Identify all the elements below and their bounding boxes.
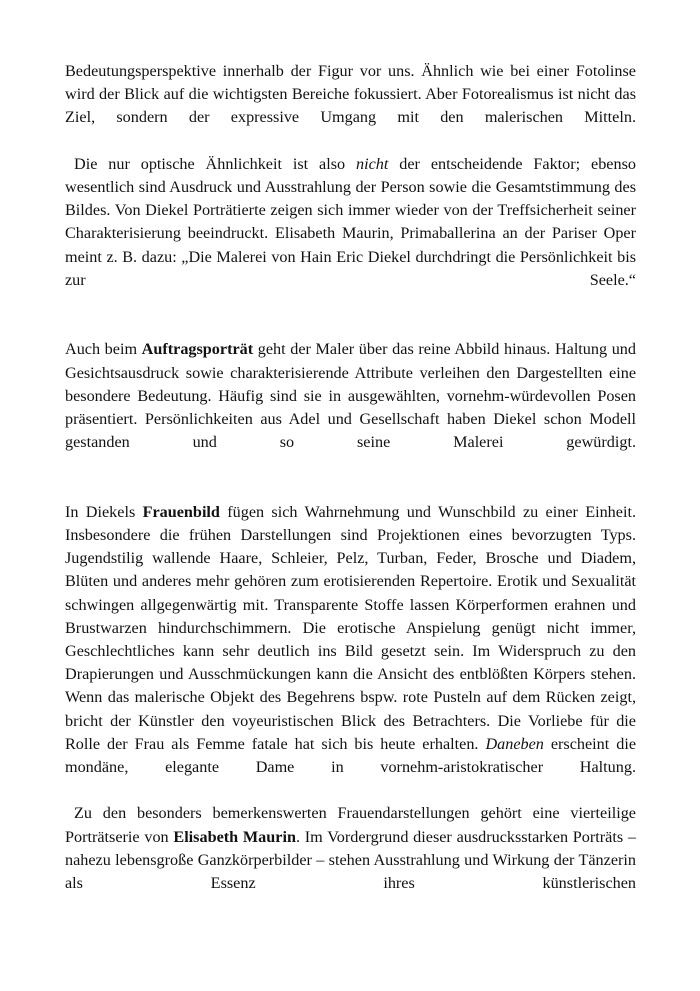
text-run: erscheint die mondäne, elegante Dame in vornehm-aristokratischer Haltung.	[65, 734, 637, 777]
text-run: geht der Maler über das reine Abbild hinaus. Haltung und Gesichtsausdruck sowie charakterisierende Attribute verleihen den Dargestellten eine besondere Bedeutung. Häufig sind sie in ausgewählten, vornehm-würdevollen Posen präsentiert. Persönlichkeiten aus Adel und Gesellschaft haben Diekel schon Modell gestanden und so seine Malerei gewürdigt.	[65, 340, 636, 452]
text-run: Zu den besonders bemerkenswerten Frauendarstellungen gehört eine vierteilige Porträtserie von	[65, 804, 636, 846]
bold-term: Frauenbild	[142, 502, 220, 521]
para-aehnlichkeit	[65, 153, 636, 315]
para-portraetserie	[65, 802, 636, 918]
italic-term: nicht	[356, 154, 389, 173]
italic-term: Daneben	[485, 734, 544, 753]
bold-term: Elisabeth Maurin	[173, 827, 296, 846]
para-bedeutungsperspektive	[65, 60, 636, 153]
text-column	[65, 60, 636, 918]
text-run: der entscheidende Faktor; ebenso wesentlich sind Ausdruck und Ausstrahlung der Person sowie die Gesamtstimmung des Bildes. Von Diekel Porträtierte zeigen sich immer wieder von der Treffsicherheit seiner Charakterisierung beeindruckt. Elisabeth Maurin, Primaballerina an der Pariser Oper meint z. B. dazu: „Die Malerei von Hain Eric Diekel durchdringt die Persönlichkeit bis zur Seele.“	[65, 154, 636, 289]
para-auftragsportraet	[65, 338, 636, 477]
text-run: fügen sich Wahrnehmung und Wunschbild zu einer Einheit. Insbesondere die frühen Darstellungen sind Projektionen eines bevorzugten Typs. Jugendstilig wallende Haare, Schleier, Pelz, Turban, Feder, Brosche und Diadem, Blüten und anderes mehr gehören zum erotisierenden Repertoire. Erotik und Sexualität schwingen allgegenwärtig mit. Transparente Stoffe lassen Körperformen erahnen und Brustwarzen hindurchschimmern. Die erotische Anspielung genügt nicht immer, Geschlechtliches kann sehr deutlich ins Bild gesetzt sein. Im Widerspruch zu den Drapierungen und Ausschmückungen kann die Ansicht des entblößten Körpers stehen. Wenn das malerische Objekt des Begehrens bspw. rote Pusteln auf dem Rücken zeigt, bricht der Künstler den voyeuristischen Blick des Betrachters. Die Vorliebe für die Rolle der Frau als Femme fatale hat sich bis heute erhalten.	[65, 502, 637, 753]
text-run: In Diekels	[65, 502, 143, 521]
text-run: Auch beim	[65, 340, 142, 359]
text-run: Bedeutungsperspektive innerhalb der Figur vor uns. Ähnlich wie bei einer Fotolinse wird der Blick auf die wichtigsten Bereiche fokussiert. Aber Fotorealismus ist nicht das Ziel, sondern der expressive Umgang mit den malerischen Mitteln.	[65, 62, 636, 127]
text-run: . Im Vordergrund dieser ausdrucksstarken Porträts – nahezu lebensgroße Ganzkörperbilder – stehen Ausstrahlung und Wirkung der Tänzerin als Essenz ihres künstlerischen	[65, 827, 636, 893]
text-run: Die nur optische Ähnlichkeit ist also	[74, 154, 356, 173]
bold-term: Auftragsporträt	[141, 340, 254, 359]
para-frauenbild	[65, 501, 636, 803]
